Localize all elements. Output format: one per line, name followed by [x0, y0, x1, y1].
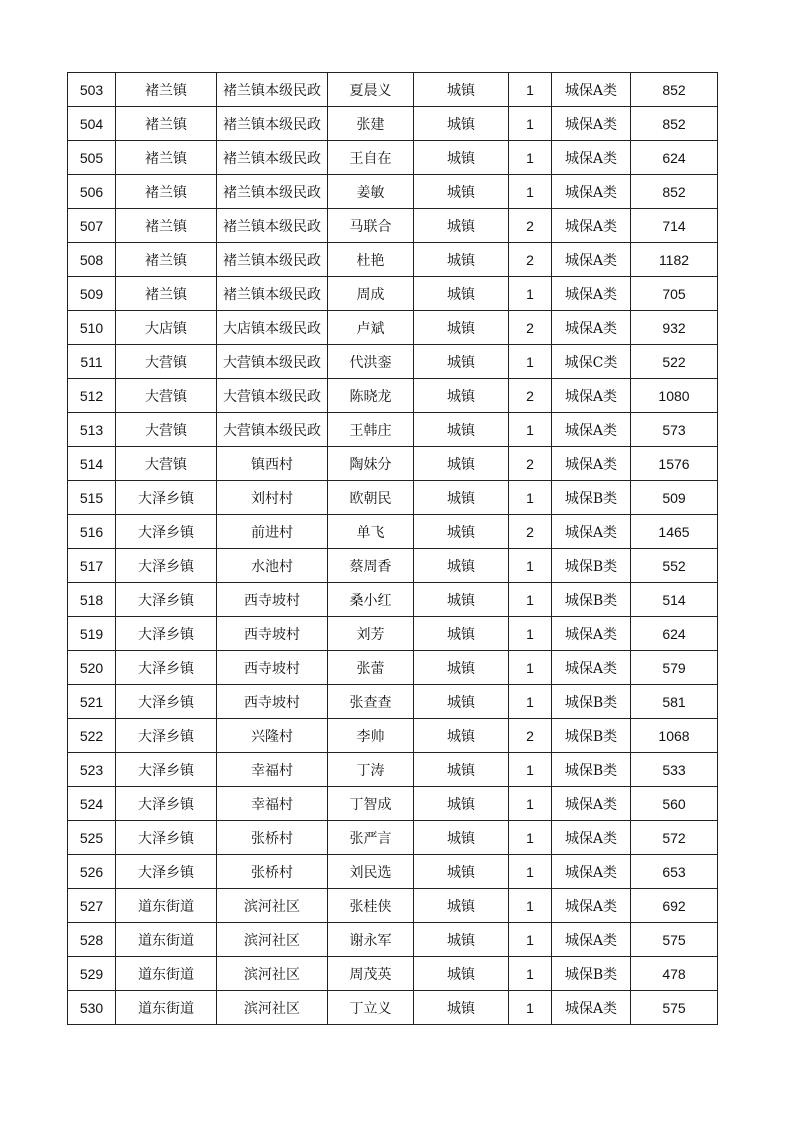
row-number-cell: 516: [68, 515, 116, 549]
unit-cell: 西寺坡村: [217, 685, 328, 719]
household-type-cell: 城镇: [414, 141, 509, 175]
township-cell: 道东街道: [116, 991, 217, 1025]
amount-cell: 478: [631, 957, 718, 991]
unit-cell: 幸福村: [217, 753, 328, 787]
category-cell: 城保A类: [552, 617, 631, 651]
name-cell: 夏晨义: [328, 73, 414, 107]
table-row: [68, 821, 718, 855]
household-type-cell: 城镇: [414, 617, 509, 651]
unit-cell: 褚兰镇本级民政: [217, 141, 328, 175]
amount-cell: 1465: [631, 515, 718, 549]
row-number-cell: 524: [68, 787, 116, 821]
amount-cell: 692: [631, 889, 718, 923]
household-size-cell: 1: [509, 345, 552, 379]
row-number-cell: 512: [68, 379, 116, 413]
township-cell: 褚兰镇: [116, 277, 217, 311]
category-cell: 城保A类: [552, 73, 631, 107]
name-cell: 李帅: [328, 719, 414, 753]
township-cell: 大泽乡镇: [116, 651, 217, 685]
amount-cell: 932: [631, 311, 718, 345]
table-row: [68, 957, 718, 991]
table-row: [68, 685, 718, 719]
table-row: [68, 855, 718, 889]
household-type-cell: 城镇: [414, 379, 509, 413]
household-type-cell: 城镇: [414, 345, 509, 379]
amount-cell: 573: [631, 413, 718, 447]
household-type-cell: 城镇: [414, 753, 509, 787]
township-cell: 大泽乡镇: [116, 787, 217, 821]
category-cell: 城保B类: [552, 753, 631, 787]
household-size-cell: 1: [509, 549, 552, 583]
category-cell: 城保B类: [552, 481, 631, 515]
table-row: [68, 277, 718, 311]
unit-cell: 滨河社区: [217, 991, 328, 1025]
category-cell: 城保A类: [552, 515, 631, 549]
household-type-cell: 城镇: [414, 277, 509, 311]
township-cell: 大泽乡镇: [116, 855, 217, 889]
township-cell: 大泽乡镇: [116, 753, 217, 787]
unit-cell: 大店镇本级民政: [217, 311, 328, 345]
unit-cell: 幸福村: [217, 787, 328, 821]
amount-cell: 624: [631, 141, 718, 175]
township-cell: 褚兰镇: [116, 141, 217, 175]
township-cell: 道东街道: [116, 957, 217, 991]
name-cell: 丁智成: [328, 787, 414, 821]
table-row: [68, 243, 718, 277]
row-number-cell: 530: [68, 991, 116, 1025]
category-cell: 城保A类: [552, 923, 631, 957]
unit-cell: 西寺坡村: [217, 651, 328, 685]
household-size-cell: 1: [509, 107, 552, 141]
table-row: [68, 787, 718, 821]
category-cell: 城保A类: [552, 107, 631, 141]
row-number-cell: 520: [68, 651, 116, 685]
name-cell: 代洪銮: [328, 345, 414, 379]
household-size-cell: 1: [509, 889, 552, 923]
household-size-cell: 2: [509, 311, 552, 345]
amount-cell: 552: [631, 549, 718, 583]
table-row: [68, 311, 718, 345]
category-cell: 城保A类: [552, 651, 631, 685]
unit-cell: 镇西村: [217, 447, 328, 481]
township-cell: 大营镇: [116, 413, 217, 447]
household-type-cell: 城镇: [414, 413, 509, 447]
name-cell: 陶妹分: [328, 447, 414, 481]
row-number-cell: 510: [68, 311, 116, 345]
row-number-cell: 503: [68, 73, 116, 107]
table-row: [68, 175, 718, 209]
name-cell: 张建: [328, 107, 414, 141]
name-cell: 欧朝民: [328, 481, 414, 515]
household-size-cell: 1: [509, 821, 552, 855]
unit-cell: 褚兰镇本级民政: [217, 243, 328, 277]
unit-cell: 大营镇本级民政: [217, 379, 328, 413]
township-cell: 大店镇: [116, 311, 217, 345]
township-cell: 大泽乡镇: [116, 481, 217, 515]
table-body: [68, 73, 718, 1025]
township-cell: 褚兰镇: [116, 243, 217, 277]
name-cell: 王自在: [328, 141, 414, 175]
household-type-cell: 城镇: [414, 889, 509, 923]
name-cell: 周茂英: [328, 957, 414, 991]
row-number-cell: 526: [68, 855, 116, 889]
household-size-cell: 1: [509, 957, 552, 991]
table-row: [68, 481, 718, 515]
unit-cell: 前进村: [217, 515, 328, 549]
amount-cell: 514: [631, 583, 718, 617]
unit-cell: 滨河社区: [217, 889, 328, 923]
row-number-cell: 509: [68, 277, 116, 311]
category-cell: 城保B类: [552, 583, 631, 617]
household-type-cell: 城镇: [414, 209, 509, 243]
name-cell: 刘民选: [328, 855, 414, 889]
amount-cell: 560: [631, 787, 718, 821]
household-size-cell: 2: [509, 209, 552, 243]
amount-cell: 579: [631, 651, 718, 685]
unit-cell: 兴隆村: [217, 719, 328, 753]
unit-cell: 刘村村: [217, 481, 328, 515]
name-cell: 谢永军: [328, 923, 414, 957]
table-row: [68, 73, 718, 107]
township-cell: 道东街道: [116, 923, 217, 957]
category-cell: 城保A类: [552, 209, 631, 243]
name-cell: 张蕾: [328, 651, 414, 685]
row-number-cell: 515: [68, 481, 116, 515]
amount-cell: 522: [631, 345, 718, 379]
row-number-cell: 511: [68, 345, 116, 379]
amount-cell: 714: [631, 209, 718, 243]
household-size-cell: 1: [509, 991, 552, 1025]
category-cell: 城保A类: [552, 413, 631, 447]
name-cell: 周成: [328, 277, 414, 311]
table-row: [68, 345, 718, 379]
household-size-cell: 2: [509, 379, 552, 413]
amount-cell: 581: [631, 685, 718, 719]
name-cell: 刘芳: [328, 617, 414, 651]
household-size-cell: 1: [509, 141, 552, 175]
household-size-cell: 1: [509, 481, 552, 515]
household-type-cell: 城镇: [414, 923, 509, 957]
unit-cell: 西寺坡村: [217, 617, 328, 651]
household-type-cell: 城镇: [414, 107, 509, 141]
household-type-cell: 城镇: [414, 855, 509, 889]
household-size-cell: 1: [509, 175, 552, 209]
township-cell: 道东街道: [116, 889, 217, 923]
household-type-cell: 城镇: [414, 73, 509, 107]
household-size-cell: 2: [509, 515, 552, 549]
unit-cell: 褚兰镇本级民政: [217, 175, 328, 209]
category-cell: 城保A类: [552, 243, 631, 277]
amount-cell: 852: [631, 175, 718, 209]
category-cell: 城保B类: [552, 957, 631, 991]
category-cell: 城保A类: [552, 787, 631, 821]
household-size-cell: 1: [509, 73, 552, 107]
category-cell: 城保A类: [552, 821, 631, 855]
row-number-cell: 521: [68, 685, 116, 719]
name-cell: 张桂侠: [328, 889, 414, 923]
township-cell: 大泽乡镇: [116, 515, 217, 549]
name-cell: 丁立义: [328, 991, 414, 1025]
household-type-cell: 城镇: [414, 549, 509, 583]
table-row: [68, 583, 718, 617]
name-cell: 桑小红: [328, 583, 414, 617]
household-type-cell: 城镇: [414, 583, 509, 617]
unit-cell: 水池村: [217, 549, 328, 583]
household-size-cell: 1: [509, 685, 552, 719]
amount-cell: 572: [631, 821, 718, 855]
household-type-cell: 城镇: [414, 515, 509, 549]
township-cell: 大营镇: [116, 447, 217, 481]
township-cell: 大营镇: [116, 379, 217, 413]
township-cell: 褚兰镇: [116, 107, 217, 141]
row-number-cell: 508: [68, 243, 116, 277]
household-size-cell: 2: [509, 243, 552, 277]
category-cell: 城保A类: [552, 175, 631, 209]
unit-cell: 滨河社区: [217, 923, 328, 957]
category-cell: 城保A类: [552, 855, 631, 889]
row-number-cell: 513: [68, 413, 116, 447]
amount-cell: 1576: [631, 447, 718, 481]
amount-cell: 575: [631, 991, 718, 1025]
name-cell: 蔡周香: [328, 549, 414, 583]
township-cell: 褚兰镇: [116, 175, 217, 209]
household-type-cell: 城镇: [414, 651, 509, 685]
township-cell: 褚兰镇: [116, 73, 217, 107]
township-cell: 大泽乡镇: [116, 719, 217, 753]
unit-cell: 大营镇本级民政: [217, 345, 328, 379]
household-size-cell: 1: [509, 651, 552, 685]
amount-cell: 533: [631, 753, 718, 787]
household-type-cell: 城镇: [414, 481, 509, 515]
name-cell: 张查查: [328, 685, 414, 719]
category-cell: 城保A类: [552, 379, 631, 413]
unit-cell: 滨河社区: [217, 957, 328, 991]
name-cell: 陈晓龙: [328, 379, 414, 413]
row-number-cell: 514: [68, 447, 116, 481]
table-row: [68, 447, 718, 481]
household-type-cell: 城镇: [414, 243, 509, 277]
row-number-cell: 506: [68, 175, 116, 209]
household-size-cell: 2: [509, 719, 552, 753]
township-cell: 大泽乡镇: [116, 617, 217, 651]
category-cell: 城保A类: [552, 991, 631, 1025]
row-number-cell: 522: [68, 719, 116, 753]
unit-cell: 褚兰镇本级民政: [217, 277, 328, 311]
unit-cell: 张桥村: [217, 855, 328, 889]
household-size-cell: 1: [509, 855, 552, 889]
household-size-cell: 1: [509, 413, 552, 447]
household-type-cell: 城镇: [414, 821, 509, 855]
amount-cell: 1080: [631, 379, 718, 413]
name-cell: 王韩庄: [328, 413, 414, 447]
township-cell: 褚兰镇: [116, 209, 217, 243]
table-row: [68, 515, 718, 549]
household-type-cell: 城镇: [414, 311, 509, 345]
unit-cell: 褚兰镇本级民政: [217, 73, 328, 107]
township-cell: 大泽乡镇: [116, 583, 217, 617]
category-cell: 城保A类: [552, 311, 631, 345]
name-cell: 姜敏: [328, 175, 414, 209]
amount-cell: 852: [631, 73, 718, 107]
row-number-cell: 527: [68, 889, 116, 923]
table-row: [68, 753, 718, 787]
amount-cell: 575: [631, 923, 718, 957]
household-size-cell: 1: [509, 617, 552, 651]
unit-cell: 大营镇本级民政: [217, 413, 328, 447]
household-type-cell: 城镇: [414, 719, 509, 753]
row-number-cell: 525: [68, 821, 116, 855]
household-size-cell: 1: [509, 787, 552, 821]
household-size-cell: 2: [509, 447, 552, 481]
category-cell: 城保A类: [552, 889, 631, 923]
unit-cell: 张桥村: [217, 821, 328, 855]
category-cell: 城保A类: [552, 277, 631, 311]
household-size-cell: 1: [509, 277, 552, 311]
table-row: [68, 889, 718, 923]
household-type-cell: 城镇: [414, 991, 509, 1025]
name-cell: 张严言: [328, 821, 414, 855]
amount-cell: 1182: [631, 243, 718, 277]
table-row: [68, 379, 718, 413]
table-row: [68, 107, 718, 141]
table-row: [68, 719, 718, 753]
amount-cell: 1068: [631, 719, 718, 753]
name-cell: 马联合: [328, 209, 414, 243]
category-cell: 城保C类: [552, 345, 631, 379]
row-number-cell: 504: [68, 107, 116, 141]
unit-cell: 西寺坡村: [217, 583, 328, 617]
category-cell: 城保B类: [552, 685, 631, 719]
household-type-cell: 城镇: [414, 175, 509, 209]
township-cell: 大营镇: [116, 345, 217, 379]
table-row: [68, 923, 718, 957]
household-size-cell: 1: [509, 753, 552, 787]
table-row: [68, 549, 718, 583]
row-number-cell: 519: [68, 617, 116, 651]
name-cell: 杜艳: [328, 243, 414, 277]
table-row: [68, 209, 718, 243]
relief-roster-table: [67, 72, 718, 1025]
household-type-cell: 城镇: [414, 447, 509, 481]
name-cell: 卢斌: [328, 311, 414, 345]
household-type-cell: 城镇: [414, 957, 509, 991]
household-size-cell: 1: [509, 923, 552, 957]
unit-cell: 褚兰镇本级民政: [217, 107, 328, 141]
amount-cell: 624: [631, 617, 718, 651]
amount-cell: 509: [631, 481, 718, 515]
township-cell: 大泽乡镇: [116, 685, 217, 719]
row-number-cell: 517: [68, 549, 116, 583]
category-cell: 城保A类: [552, 141, 631, 175]
row-number-cell: 518: [68, 583, 116, 617]
row-number-cell: 507: [68, 209, 116, 243]
name-cell: 单飞: [328, 515, 414, 549]
amount-cell: 653: [631, 855, 718, 889]
category-cell: 城保B类: [552, 719, 631, 753]
category-cell: 城保B类: [552, 549, 631, 583]
household-size-cell: 1: [509, 583, 552, 617]
township-cell: 大泽乡镇: [116, 821, 217, 855]
row-number-cell: 529: [68, 957, 116, 991]
table-row: [68, 651, 718, 685]
household-type-cell: 城镇: [414, 685, 509, 719]
name-cell: 丁涛: [328, 753, 414, 787]
row-number-cell: 505: [68, 141, 116, 175]
household-type-cell: 城镇: [414, 787, 509, 821]
table-row: [68, 141, 718, 175]
category-cell: 城保A类: [552, 447, 631, 481]
township-cell: 大泽乡镇: [116, 549, 217, 583]
table-row: [68, 617, 718, 651]
amount-cell: 852: [631, 107, 718, 141]
amount-cell: 705: [631, 277, 718, 311]
table-row: [68, 991, 718, 1025]
unit-cell: 褚兰镇本级民政: [217, 209, 328, 243]
row-number-cell: 528: [68, 923, 116, 957]
table-row: [68, 413, 718, 447]
row-number-cell: 523: [68, 753, 116, 787]
